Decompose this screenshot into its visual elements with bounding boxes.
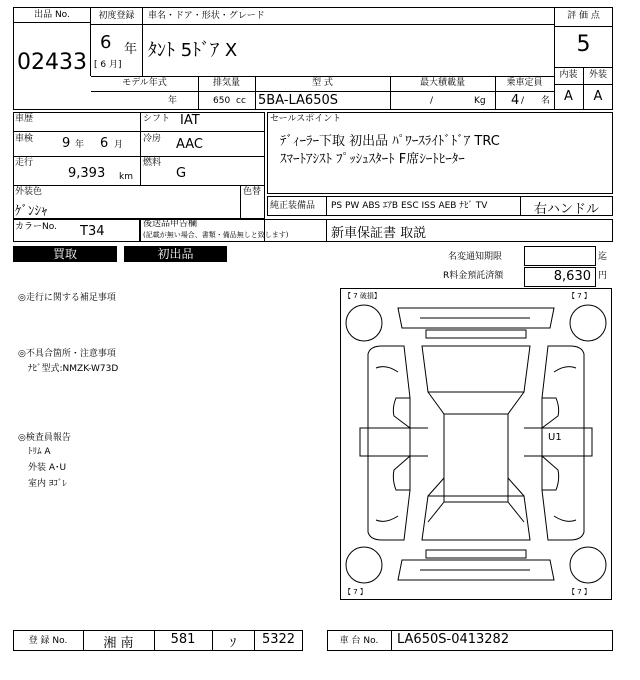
inspection-month: 6 — [100, 136, 109, 151]
color-no-value: T34 — [80, 224, 105, 239]
recycle-unit: 円 — [598, 271, 608, 281]
car-name-label: 車名・ドア・形状・グレード — [148, 11, 265, 21]
rear-right-tyre — [570, 547, 606, 583]
ext-color-value: ｹﾞﾝｼｬ — [15, 204, 48, 219]
equipment-items: PS PW ABS ｴｱB ESC ISS AEB ﾅﾋﾞ TV — [331, 201, 488, 211]
max-load-sep: / — [430, 96, 434, 106]
history-label: 車歴 — [15, 114, 34, 124]
model-code-label: 型 式 — [312, 78, 333, 88]
exterior-grade: A — [593, 89, 603, 104]
first-reg-label: 初度登録 — [98, 11, 135, 21]
recycle-label: R料金預託済額 — [443, 271, 504, 281]
model-year-label: モデル年式 — [122, 78, 167, 88]
ac-label: 冷房 — [143, 134, 162, 144]
capacity-unit: 名 — [541, 96, 551, 106]
inspector-line3: 室内 ﾖｺﾞﾚ — [28, 479, 67, 489]
aftermarket-note: (記載が無い場合、書類・備品無しと致します) — [143, 231, 289, 239]
equipment-label: 純正装備品 — [270, 201, 316, 211]
change-notice-unit: 迄 — [598, 252, 608, 262]
driving-notes-title: ◎走行に関する補足事項 — [18, 293, 116, 303]
car-name: ﾀﾝﾄ 5ﾄﾞｱ X — [148, 40, 238, 61]
reg-year-unit: 年 — [124, 42, 138, 57]
buy-tag: 買取 — [13, 246, 117, 262]
aftermarket-label: 後送品申告欄 — [143, 219, 198, 229]
hood — [422, 346, 530, 392]
inspector-report-title: ◎検査員報告 — [18, 433, 71, 443]
exterior-label: 外装 — [588, 70, 607, 80]
interior-grade: A — [564, 89, 573, 104]
corner-note-br: 【 7 】 — [568, 588, 591, 596]
sales-points-line1: ﾃﾞｨｰﾗｰ下取 初出品 ﾊﾟﾜｰｽﾗｲﾄﾞﾄﾞｱ TRC — [280, 134, 500, 149]
change-notice-value — [524, 246, 596, 266]
model-code: 5BA-LA650S — [258, 93, 338, 108]
mileage-unit: km — [119, 172, 133, 182]
registration-area: 湘 南 — [103, 636, 134, 651]
displacement-label: 排気量 — [212, 78, 240, 88]
rear-left-tyre — [346, 547, 382, 583]
inspector-line1: ﾄﾘﾑ A — [28, 447, 51, 457]
lot-number: 02433 — [17, 50, 87, 75]
defect-notes-title: ◎不具合箇所・注意事項 — [18, 349, 116, 359]
shift-label: シフト — [143, 114, 171, 124]
corner-note-tl: 【 7 破損】 — [344, 292, 381, 300]
change-notice-label: 名変通知期限 — [448, 252, 503, 262]
navi-model: ﾅﾋﾞ型式:NMZK-W73D — [28, 364, 119, 374]
overall-grade: 5 — [576, 32, 591, 57]
interior-label: 内装 — [559, 70, 578, 80]
mileage-label: 走行 — [15, 158, 34, 168]
corner-note-bl: 【 7 】 — [344, 588, 367, 596]
color-no-label: カラーNo. — [15, 222, 57, 232]
ext-color-label: 外装色 — [15, 187, 43, 197]
car-condition-diagram — [340, 288, 612, 600]
color-change-label: 色替 — [243, 187, 262, 197]
inspection-year: 9 — [62, 136, 71, 151]
docs-value: 新車保証書 取説 — [331, 226, 427, 241]
max-load-unit: Kg — [474, 96, 486, 106]
chassis-label: 車 台 No. — [339, 636, 379, 646]
displacement-unit: cc — [236, 96, 246, 106]
max-load-label: 最大積載量 — [419, 78, 465, 88]
capacity: 4 — [511, 93, 520, 108]
recycle-value: 8,630 — [524, 267, 596, 287]
inspector-line2: 外装 A･U — [28, 463, 67, 473]
registration-number: 5322 — [261, 632, 296, 647]
sales-points-line2: ｽﾏｰﾄｱｼｽﾄ ﾌﾟｯｼｭｽﾀｰﾄ F席ｼｰﾄﾋｰﾀｰ — [280, 152, 465, 167]
fuel-label: 燃料 — [143, 158, 162, 168]
first-listing-tag: 初出品 — [124, 246, 227, 262]
front-right-tyre — [570, 305, 606, 341]
capacity-label: 乗車定員 — [506, 78, 543, 88]
displacement: 650 — [213, 96, 231, 106]
reg-year: 6 — [100, 32, 112, 53]
front-grille — [426, 330, 526, 338]
inspection-year-unit: 年 — [75, 140, 85, 150]
registration-label: 登 録 No. — [28, 636, 68, 646]
rear-garnish — [426, 550, 526, 558]
chassis-number: LA650S-0413282 — [397, 632, 510, 647]
corner-note-tr: 【 7 】 — [568, 292, 591, 300]
right-side-body — [542, 346, 592, 540]
front-left-tyre — [346, 305, 382, 341]
lot-label: 出品 No. — [34, 10, 70, 20]
reg-month: [ 6 月] — [94, 60, 122, 70]
left-side-body — [360, 346, 410, 540]
inspection-month-unit: 月 — [114, 140, 124, 150]
tailgate — [422, 496, 530, 540]
shift-value: IAT — [180, 113, 200, 128]
windshield — [428, 392, 524, 414]
diagram-frame — [341, 289, 612, 600]
ac-value: AAC — [176, 137, 203, 152]
registration-class: 581 — [170, 632, 196, 647]
roof — [444, 414, 508, 502]
mileage-value: 9,393 — [68, 166, 106, 181]
handle-value: 右ハンドル — [533, 202, 599, 217]
fuel-value: G — [176, 166, 187, 181]
grade-label: 評 価 点 — [567, 11, 600, 21]
damage-mark-u1: U1 — [548, 432, 562, 443]
capacity-sep: / — [521, 96, 525, 106]
registration-kana: ｿ — [229, 636, 237, 651]
model-year-unit: 年 — [168, 96, 178, 106]
inspection-label: 車検 — [15, 134, 34, 144]
sales-points-label: セールスポイント — [270, 114, 342, 124]
